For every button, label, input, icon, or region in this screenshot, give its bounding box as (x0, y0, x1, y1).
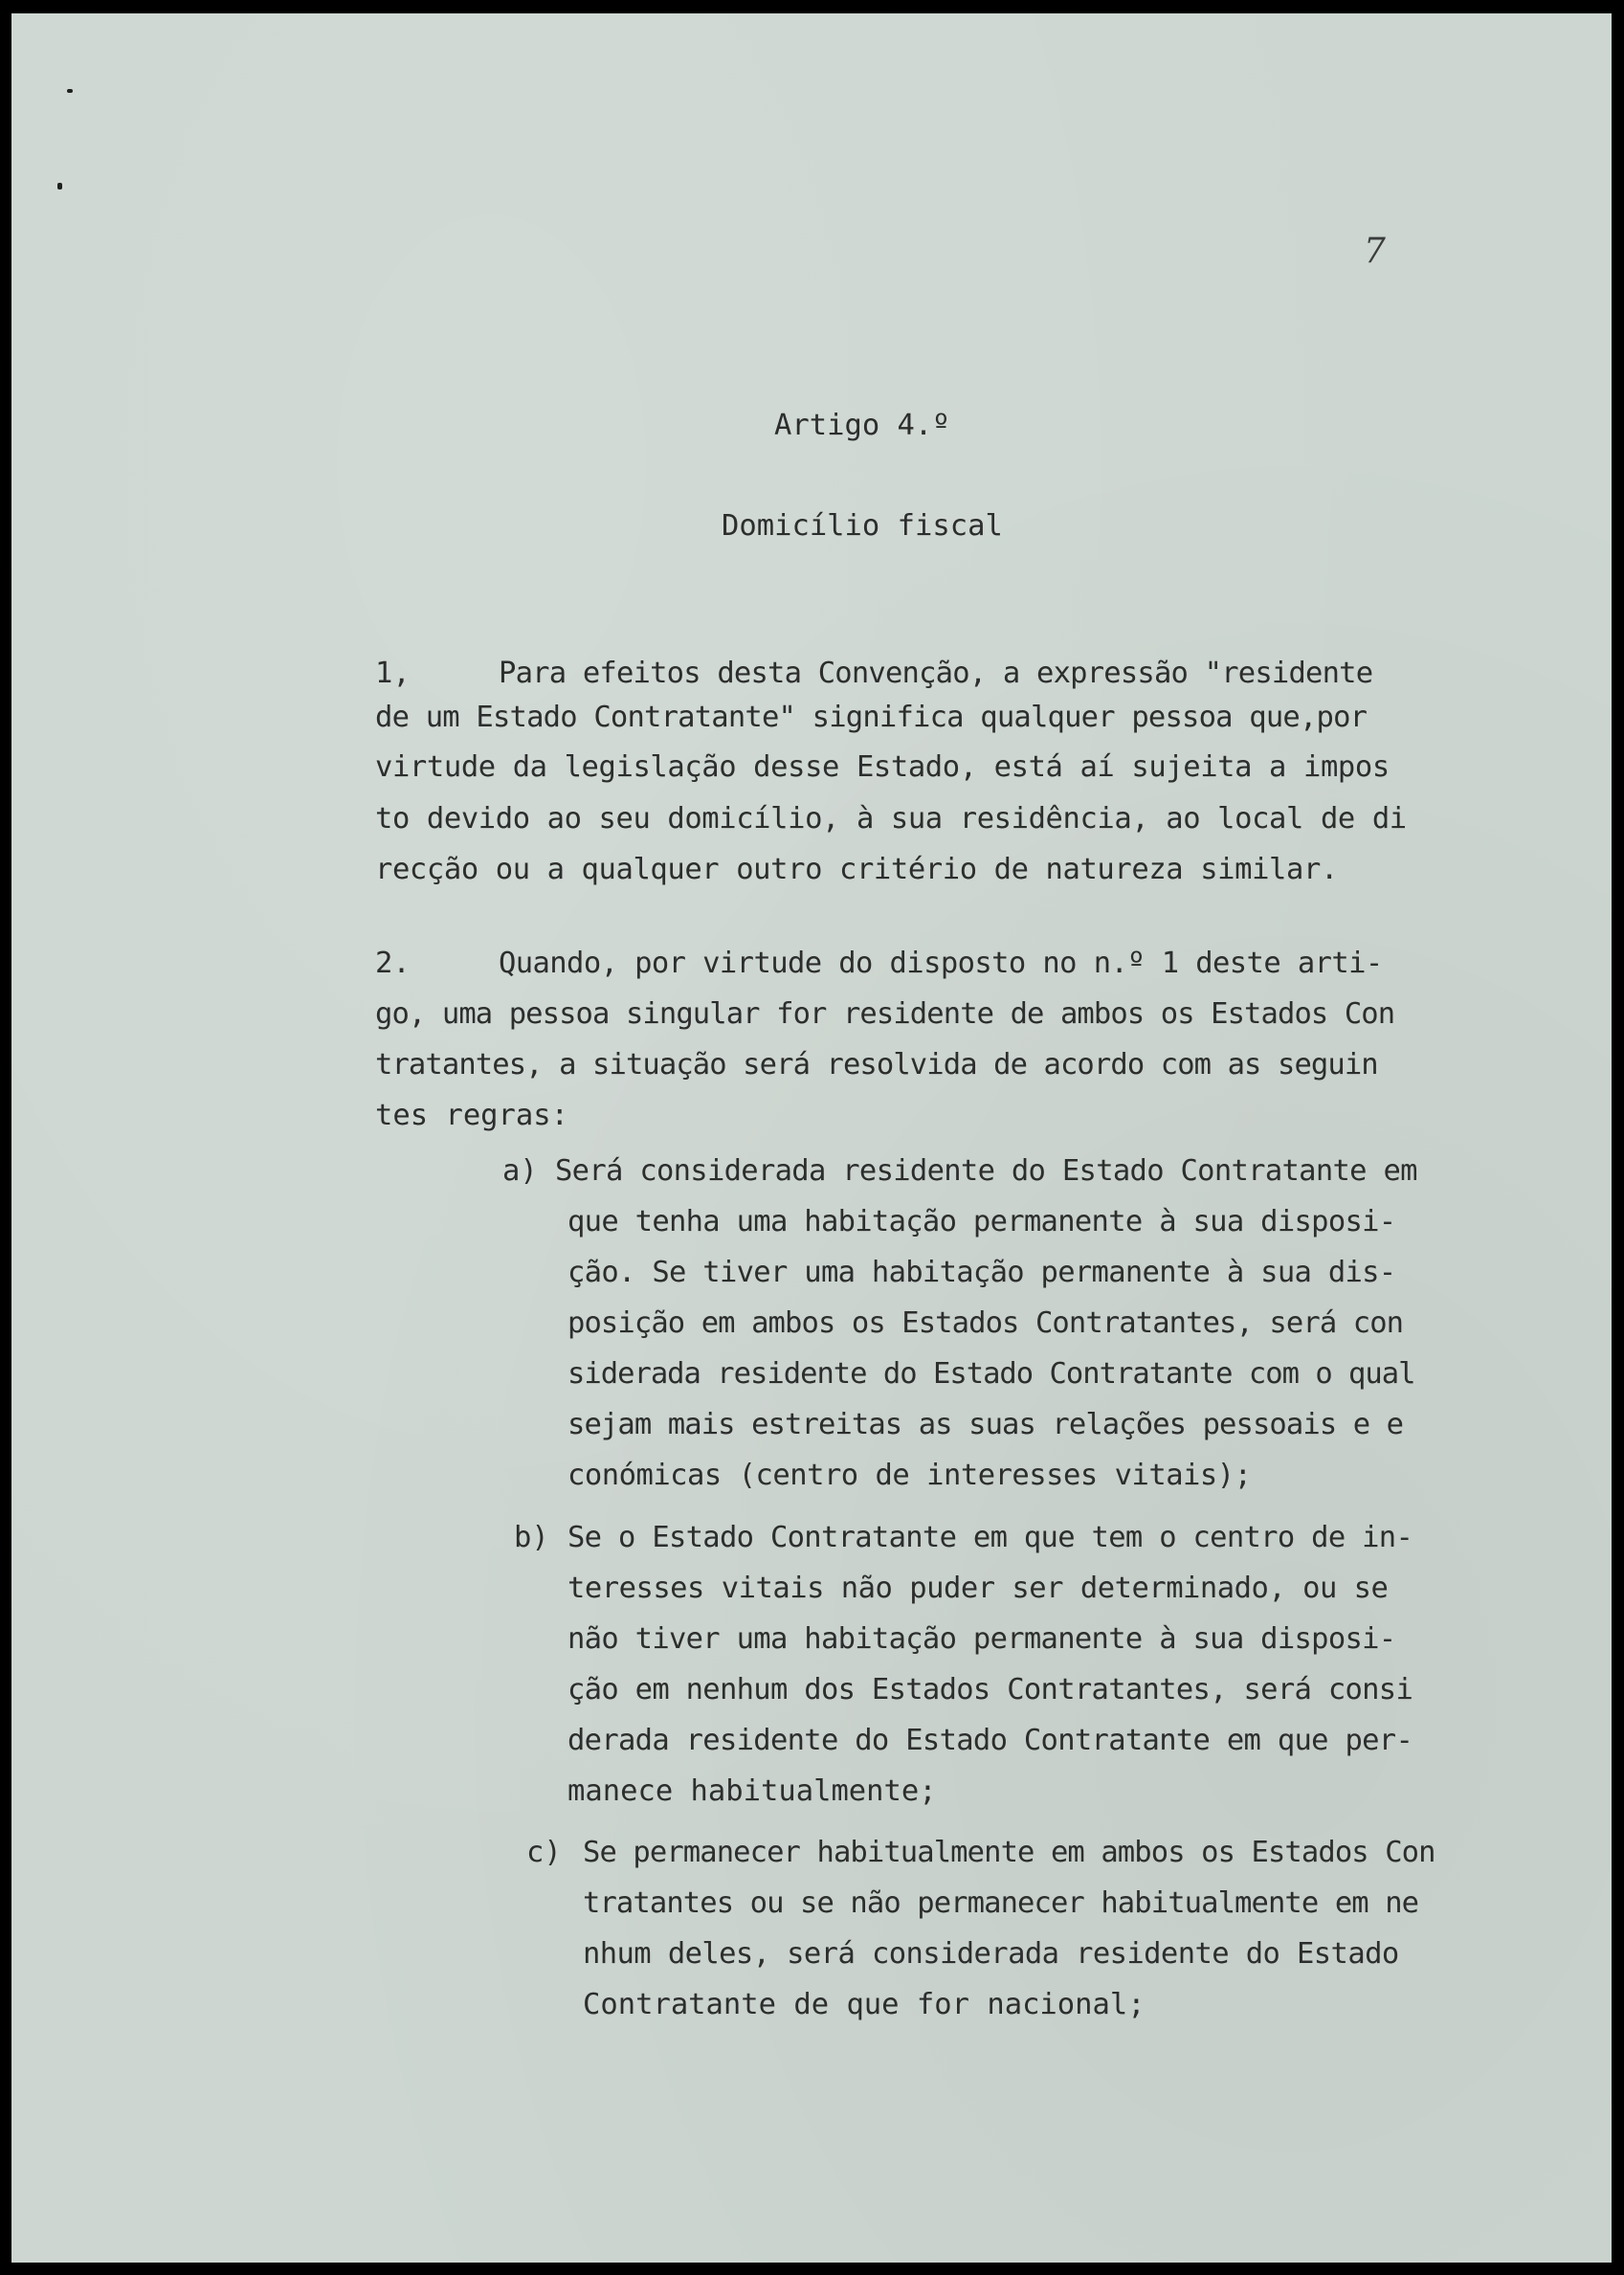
item-label: c) (526, 1836, 562, 1869)
item-line: teresses vitais não puder ser determinado, ou se (567, 1572, 1389, 1605)
paragraph-line: virtude da legislação desse Estado, está aí sujeita a impos (375, 750, 1390, 784)
item-line: ção. Se tiver uma habitação permanente à sua dis- (567, 1256, 1396, 1289)
item-line: não tiver uma habitação permanente à sua disposi- (567, 1622, 1396, 1656)
paragraph-line: Quando, por virtude do disposto no n.º 1 deste arti- (499, 947, 1383, 980)
item-label: b) (514, 1521, 549, 1554)
page-number: 7 (1364, 232, 1386, 271)
paragraph-line: tes regras: (375, 1099, 568, 1132)
item-line: que tenha uma habitação permanente à sua disposi- (567, 1205, 1396, 1238)
paragraph-line: de um Estado Contratante" significa qualquer pessoa que,por (375, 701, 1368, 734)
item-line: Contratante de que for nacional; (583, 1988, 1146, 2021)
paragraph-line: Para efeitos desta Convenção, a expressão "residente (499, 657, 1373, 690)
item-line: Se o Estado Contratante em que tem o centro de in- (567, 1521, 1413, 1554)
item-line: derada residente do Estado Contratante em que per- (567, 1724, 1413, 1757)
item-line: Será considerada residente do Estado Contratante em (555, 1154, 1417, 1188)
paragraph-line: recção ou a qualquer outro critério de natureza similar. (375, 853, 1338, 886)
paragraph-line: to devido ao seu domicílio, à sua residência, ao local de di (375, 802, 1407, 836)
item-line: siderada residente do Estado Contratante com o qual (567, 1357, 1415, 1391)
article-subtitle: Domicílio fiscal (722, 509, 1003, 543)
article-title: Artigo 4.º (774, 409, 950, 442)
paragraph-line: tratantes, a situação será resolvida de acordo com as seguin (375, 1048, 1378, 1082)
item-line: posição em ambos os Estados Contratantes, será con (567, 1306, 1404, 1340)
paragraph-number: 1, (375, 657, 411, 690)
item-line: conómicas (centro de interesses vitais); (567, 1459, 1252, 1492)
item-line: Se permanecer habitualmente em ambos os Estados Con (583, 1836, 1435, 1869)
item-line: manece habitualmente; (567, 1774, 937, 1808)
paragraph-line: go, uma pessoa singular for residente de ambos os Estados Con (375, 997, 1395, 1031)
paragraph-number: 2. (375, 947, 411, 980)
item-line: nhum deles, será considerada residente do Estado (583, 1937, 1399, 1971)
item-line: ção em nenhum dos Estados Contratantes, será consi (567, 1673, 1413, 1706)
item-line: tratantes ou se não permanecer habitualmente em ne (583, 1886, 1419, 1920)
margin-mark (57, 183, 62, 190)
margin-mark (67, 89, 73, 93)
document-page (11, 13, 1612, 2263)
item-line: sejam mais estreitas as suas relações pessoais e e (567, 1408, 1404, 1441)
item-label: a) (502, 1154, 538, 1188)
